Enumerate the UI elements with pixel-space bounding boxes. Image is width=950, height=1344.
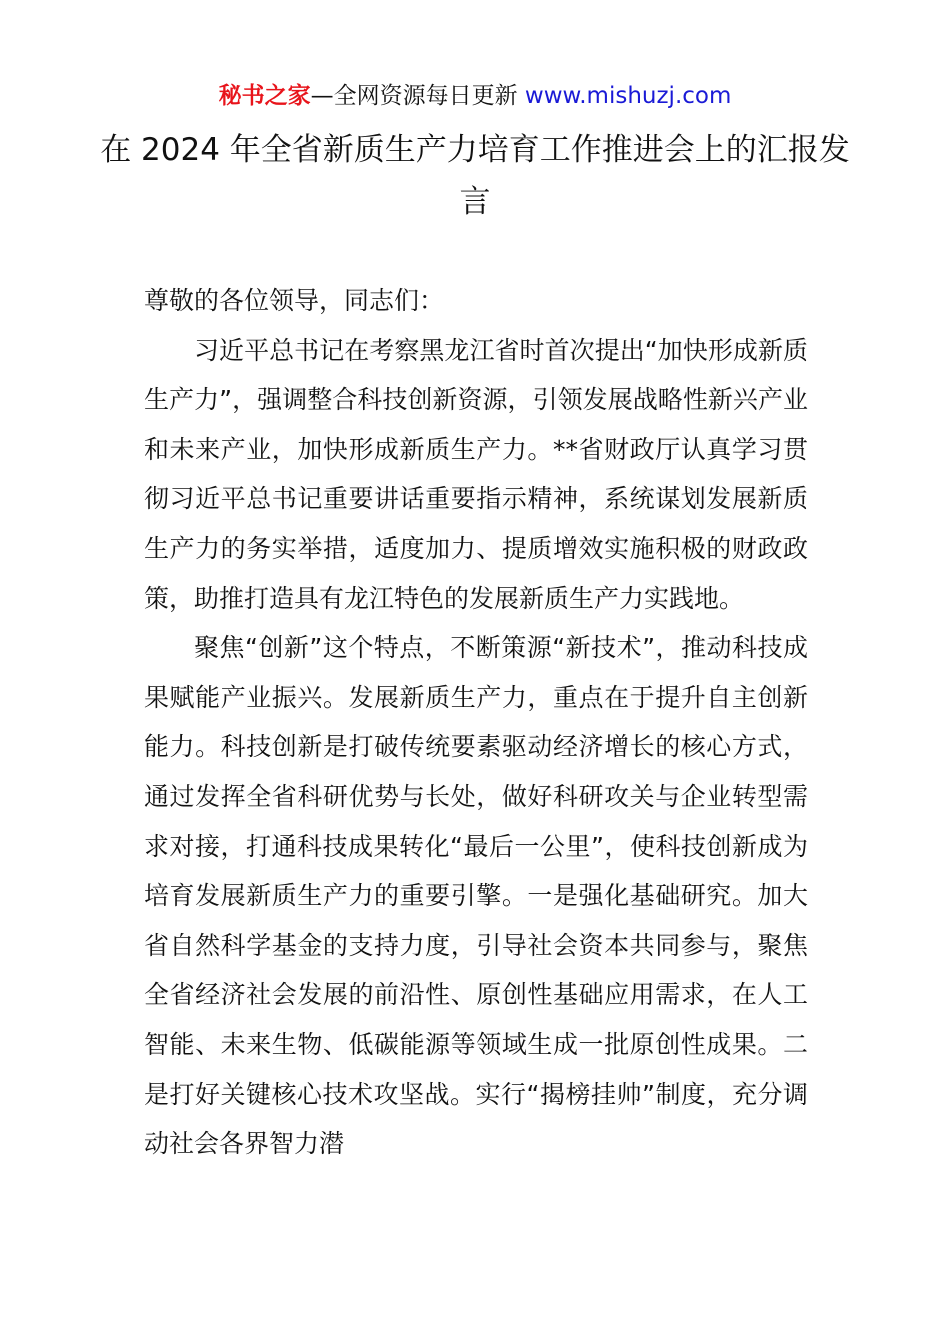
salutation: 尊敬的各位领导，同志们： — [144, 286, 445, 315]
banner-tagline: —全网资源每日更新 — [310, 83, 525, 109]
body-paragraph: 聚焦“创新”这个特点，不断策源“新技术”，推动科技成果赋能产业振兴。发展新质生产力，重点在于提升自主创新能力。科技创新是打破传统要素驱动经济增长的核心方式，通过发挥全省科研优势与长处，做好科研攻关与企业转型需求对接，打通科技成果转化“最后一公里”，使科技创新成为培育发展新质生产力的重要引擎。一是强化基础研究。加大省自然科学基金的支持力度，引导社会资本共同参与，聚焦全省经济社会发展的前沿性、原创性基础应用需求，在人工智能、未来生物、低碳能源等领域生成一批原创性成果。二是打好关键核心技术攻坚战。实行“揭榜挂帅”制度，充分调动社会各界智力潜 — [144, 633, 808, 1159]
site-url-link[interactable]: www.mishuzj.com — [524, 83, 732, 109]
site-banner — [0, 80, 950, 112]
brand-name: 秘书之家 — [218, 83, 311, 109]
document-body — [144, 276, 808, 1169]
body-paragraph: 习近平总书记在考察黑龙江省时首次提出“加快形成新质生产力”，强调整合科技创新资源，引领发展战略性新兴产业和未来产业，加快形成新质生产力。**省财政厅认真学习贯彻习近平总书记重要讲话重要指示精神，系统谋划发展新质生产力的务实举措，适度加力、提质增效实施积极的财政政策，助推打造具有龙江特色的发展新质生产力实践地。 — [144, 335, 808, 613]
document-title: 在 2024 年全省新质生产力培育工作推进会上的汇报发言 — [100, 132, 850, 220]
